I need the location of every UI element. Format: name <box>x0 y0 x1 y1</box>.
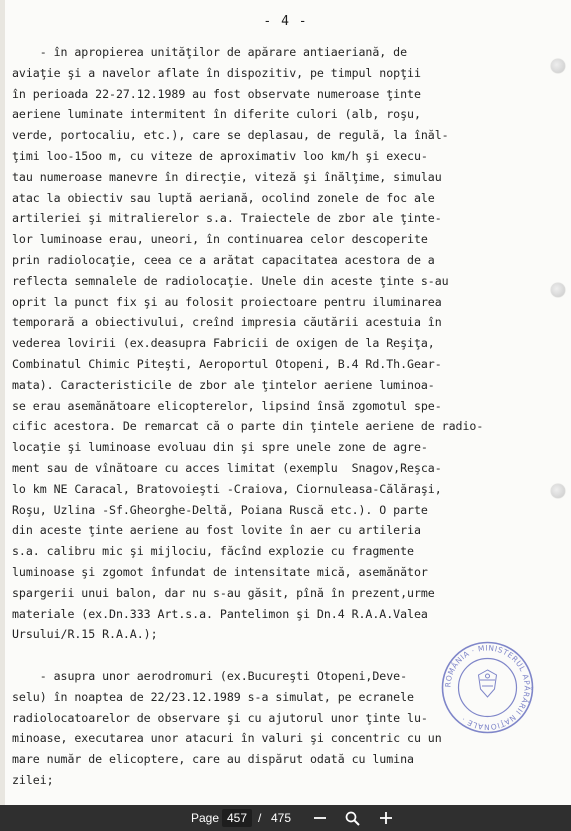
zoom-search-button[interactable] <box>340 805 364 831</box>
document-text-line: - în apropierea unităţilor de apărare antiaeriană, de <box>12 45 408 59</box>
document-text-line: cific acestora. De remarcat că o parte din ţintele aeriene de radio- <box>12 419 484 434</box>
document-text-line: atac la obiectiv sau luptă aeriană, ocolind zonele de foc ale <box>12 190 435 205</box>
document-text-line: prin radiolocaţie, ceea ce a arătat capacitatea acestora de a <box>12 253 435 267</box>
punch-hole <box>551 59 565 73</box>
document-text-line: mare număr de elicoptere, care au dispărut odată cu lumina <box>12 752 414 767</box>
minus-icon <box>313 811 327 825</box>
document-text-line: minoase, executarea unor atacuri în valuri şi concentric cu un <box>12 731 442 746</box>
pdf-viewer-toolbar <box>0 805 571 831</box>
document-text-line: lo km NE Caracal, Bratovoieşti -Craiova, Ciornuleasa-Călăraşi, <box>12 481 442 496</box>
document-text-line: s.a. calibru mic şi mijlociu, făcînd explozie cu fragmente <box>12 544 414 559</box>
document-text-line: aeriene luminate intermitent în diferite culori (alb, roşu, <box>12 107 421 122</box>
official-seal-stamp <box>440 640 535 735</box>
document-text-line: mata). Caracteristicile de zbor ale ţintelor aeriene luminoa- <box>12 377 435 392</box>
document-text-line: verde, portocaliu, etc.), care se deplasau, de regulă, la înăl- <box>12 128 449 143</box>
document-text-line: se erau asemănătoare elicopterelor, lipsind însă zgomotul spe- <box>12 398 442 413</box>
document-text-line: ment sau de vînătoare cu acces limitat (exemplu Snagov,Reşca- <box>12 461 442 475</box>
document-text-line: Ursului/R.15 R.A.A.); <box>12 627 158 642</box>
document-text-line: zilei; <box>12 773 54 787</box>
document-text-line: oprit la punct fix şi au folosit proiectoare pentru iluminarea <box>12 294 442 309</box>
document-text-line: reflecta semnalele de radiolocaţie. Unele din aceste ţinte s-au <box>12 273 449 288</box>
document-text-line: temporară a obiectivului, creînd impresia căutării acestuia în <box>12 315 442 330</box>
document-text-line: din aceste ţinte aeriene au fost lovite în aer cu artileria <box>12 523 421 538</box>
svg-text:ROMÂNIA · MINISTERUL APĂRĂRII: ROMÂNIA · MINISTERUL APĂRĂRII NAŢIONALE · <box>443 643 532 732</box>
document-text-line: - asupra unor aerodromuri (ex.Bucureşti Otopeni,Deve- <box>12 669 408 683</box>
document-text-line: în perioada 22-27.12.1989 au fost observate numeroase ţinte <box>12 86 421 101</box>
punch-hole <box>551 484 565 498</box>
document-text-line: vederea lovirii (ex.deasupra Fabricii de oxigen de la Reşiţa, <box>12 336 435 351</box>
zoom-in-button[interactable] <box>374 805 398 831</box>
document-text-line: lor luminoase erau, uneori, în continuarea celor descoperite <box>12 232 428 247</box>
document-text-line: Combinatul Chimic Piteşti, Aeroportul Otopeni, B.4 Rd.Th.Gear- <box>12 357 442 371</box>
document-text-line: ţimi loo-15oo m, cu viteze de aproximativ loo km/h şi execu- <box>12 149 428 163</box>
zoom-out-button[interactable] <box>308 805 332 831</box>
document-text-line: aviaţie şi a navelor aflate în dispozitiv, pe timpul nopţii <box>12 65 421 80</box>
page-number-input[interactable]: 457 <box>222 809 252 827</box>
document-text-line: selu) în noaptea de 22/23.12.1989 s-a simulat, pe ecranele <box>12 689 414 704</box>
document-text-line: tau numeroase manevre în direcţie, viteză şi înălţime, simulau <box>12 169 442 184</box>
document-text-line: Roşu, Uzlina -Sf.Gheorghe-Deltă, Poiana Ruscă etc.). O parte <box>12 502 428 517</box>
document-text-line: spargerii unui balon, dar nu s-au găsit, pînă în prezent,urme <box>12 585 435 600</box>
page-header-number: - 4 - <box>263 14 308 29</box>
page-separator: / <box>258 811 262 825</box>
total-pages: 475 <box>271 811 292 825</box>
document-text-line: locaţie şi luminoase evoluau din şi spre unele zone de agre- <box>12 440 428 455</box>
page-label: Page <box>191 811 220 825</box>
plus-icon <box>379 811 393 825</box>
scan-edge <box>0 0 5 805</box>
document-text-line: artileriei şi mitralierelor s.a. Traiectele de zbor ale ţinte- <box>12 211 442 226</box>
document-text-line: materiale (ex.Dn.333 Art.s.a. Pantelimon şi Dn.4 R.A.A.Valea <box>12 606 428 621</box>
document-text-line: luminoase şi zgomot înfundat de intensitate mică, asemănător <box>12 565 428 579</box>
magnifier-icon <box>345 811 360 826</box>
document-text-line: radiolocatoarelor de observare şi cu ajutorul unor ţinte lu- <box>12 710 428 725</box>
punch-hole <box>551 283 565 297</box>
